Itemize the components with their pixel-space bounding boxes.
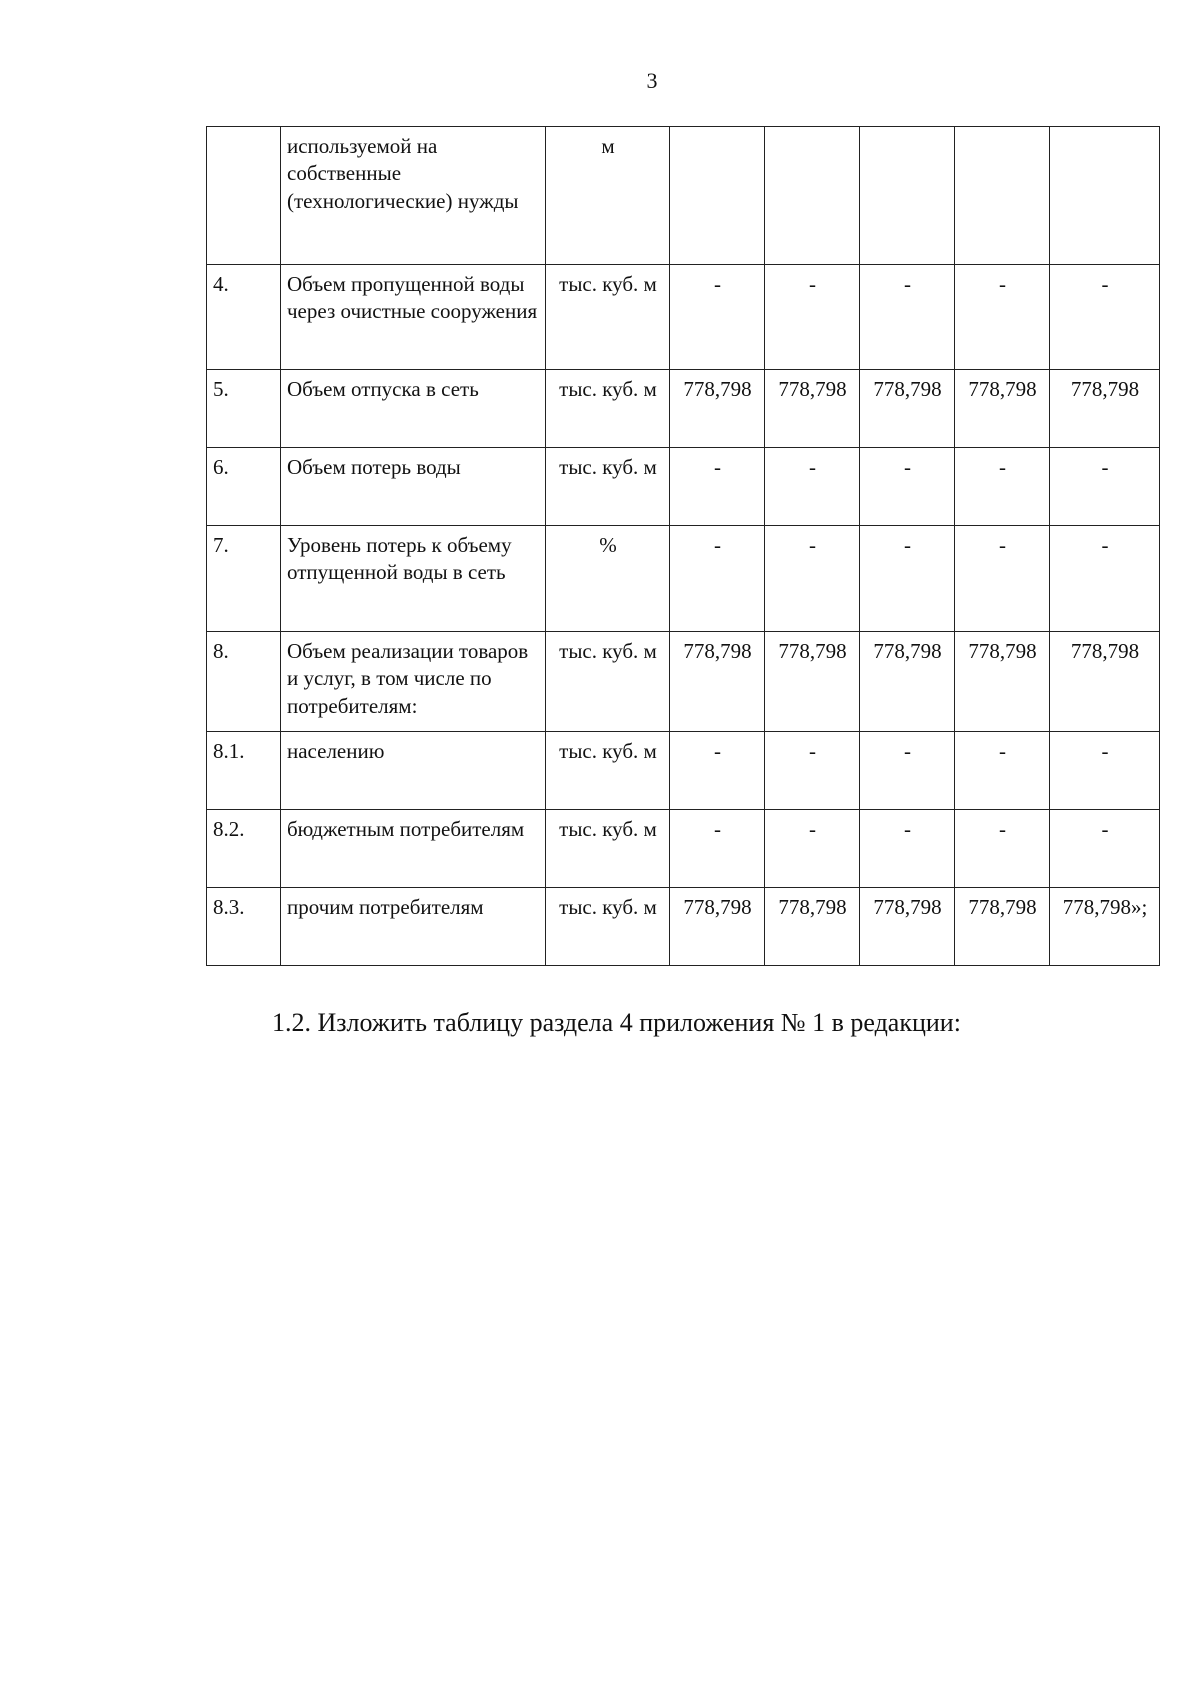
table-row xyxy=(207,732,1160,810)
row-unit-cell: тыс. куб. м xyxy=(546,888,670,966)
value-cell: - xyxy=(765,526,860,632)
table-row xyxy=(207,526,1160,632)
row-name-cell: бюджетным потребителям xyxy=(281,810,546,888)
row-unit-cell: % xyxy=(546,526,670,632)
table-row xyxy=(207,265,1160,370)
table-row xyxy=(207,448,1160,526)
row-number-cell: 7. xyxy=(207,526,281,632)
page-number: 3 xyxy=(646,68,658,93)
row-number-cell: 8.2. xyxy=(207,810,281,888)
value-cell: - xyxy=(1050,732,1160,810)
value-cell: - xyxy=(670,732,765,810)
value-cell: 778,798 xyxy=(860,888,955,966)
value-cell: - xyxy=(955,732,1050,810)
value-cell: 778,798 xyxy=(1050,370,1160,448)
value-cell: - xyxy=(955,448,1050,526)
value-cell: - xyxy=(1050,810,1160,888)
value-cell xyxy=(955,127,1050,265)
value-cell: - xyxy=(955,810,1050,888)
row-name-cell: населению xyxy=(281,732,546,810)
row-unit-cell: тыс. куб. м xyxy=(546,370,670,448)
row-name-cell: используемой на собственные (технологические) нужды xyxy=(281,127,546,265)
value-cell xyxy=(860,127,955,265)
value-cell: - xyxy=(670,448,765,526)
value-cell xyxy=(670,127,765,265)
value-cell: 778,798 xyxy=(955,370,1050,448)
table-row xyxy=(207,810,1160,888)
value-cell: - xyxy=(1050,448,1160,526)
value-cell: - xyxy=(1050,526,1160,632)
value-cell: 778,798 xyxy=(955,888,1050,966)
value-cell: 778,798 xyxy=(765,632,860,732)
row-unit-cell: тыс. куб. м xyxy=(546,632,670,732)
value-cell: 778,798 xyxy=(1050,632,1160,732)
value-cell: - xyxy=(765,810,860,888)
row-name-cell: Объем потерь воды xyxy=(281,448,546,526)
row-unit-cell: тыс. куб. м xyxy=(546,810,670,888)
value-cell: - xyxy=(860,448,955,526)
row-number-cell: 5. xyxy=(207,370,281,448)
row-number-cell: 6. xyxy=(207,448,281,526)
value-cell: - xyxy=(860,265,955,370)
row-number-cell: 8.1. xyxy=(207,732,281,810)
value-cell: 778,798 xyxy=(670,632,765,732)
row-number-cell: 4. xyxy=(207,265,281,370)
row-unit-cell: тыс. куб. м xyxy=(546,265,670,370)
value-cell: 778,798 xyxy=(765,370,860,448)
row-name-cell: Уровень потерь к объему отпущенной воды в сеть xyxy=(281,526,546,632)
table-row xyxy=(207,370,1160,448)
value-cell: - xyxy=(1050,265,1160,370)
value-cell: - xyxy=(860,810,955,888)
value-cell: - xyxy=(670,810,765,888)
row-name-cell: прочим потребителям xyxy=(281,888,546,966)
table-row xyxy=(207,127,1160,265)
value-cell: 778,798 xyxy=(765,888,860,966)
value-cell: - xyxy=(670,526,765,632)
table-row xyxy=(207,888,1160,966)
row-number-cell: 8. xyxy=(207,632,281,732)
row-number-cell: 8.3. xyxy=(207,888,281,966)
row-number-cell xyxy=(207,127,281,265)
value-cell: - xyxy=(860,732,955,810)
value-cell: 778,798 xyxy=(670,888,765,966)
value-cell: 778,798 xyxy=(955,632,1050,732)
value-cell: 778,798 xyxy=(860,370,955,448)
value-cell: - xyxy=(765,448,860,526)
row-unit-cell: тыс. куб. м xyxy=(546,732,670,810)
value-cell: 778,798 xyxy=(860,632,955,732)
value-cell: - xyxy=(765,265,860,370)
value-cell: - xyxy=(955,526,1050,632)
value-cell xyxy=(765,127,860,265)
value-cell: 778,798»; xyxy=(1050,888,1160,966)
value-cell: - xyxy=(860,526,955,632)
row-name-cell: Объем пропущенной воды через очистные сооружения xyxy=(281,265,546,370)
volume-table xyxy=(206,126,1160,966)
value-cell xyxy=(1050,127,1160,265)
value-cell: - xyxy=(955,265,1050,370)
value-cell: - xyxy=(670,265,765,370)
value-cell: - xyxy=(765,732,860,810)
instruction-paragraph: 1.2. Изложить таблицу раздела 4 приложения № 1 в редакции: xyxy=(272,1008,961,1037)
row-unit-cell: тыс. куб. м xyxy=(546,448,670,526)
value-cell: 778,798 xyxy=(670,370,765,448)
row-name-cell: Объем реализации товаров и услуг, в том числе по потребителям: xyxy=(281,632,546,732)
row-unit-cell: м xyxy=(546,127,670,265)
table-row xyxy=(207,632,1160,732)
row-name-cell: Объем отпуска в сеть xyxy=(281,370,546,448)
